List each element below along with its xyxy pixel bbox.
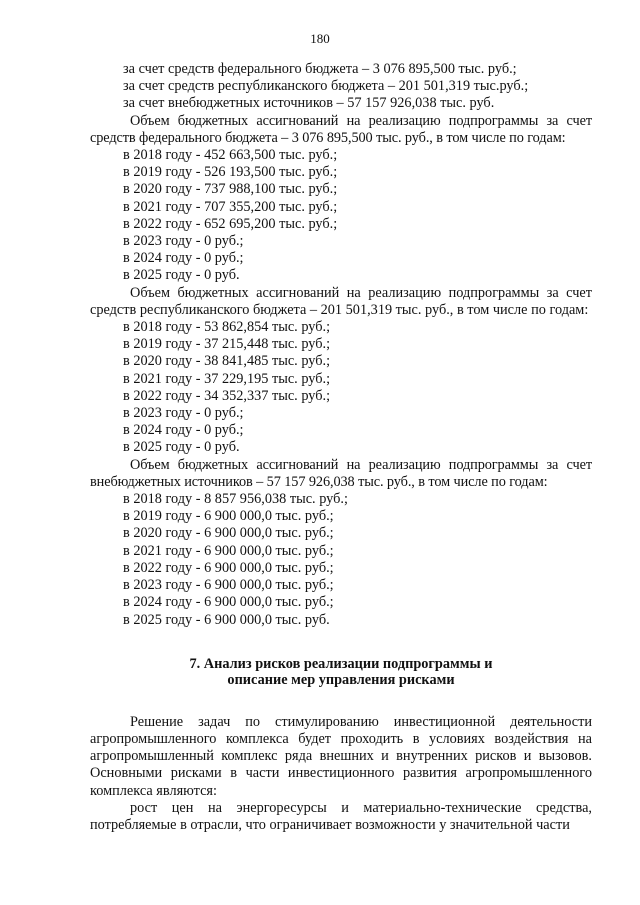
page-number: 180	[310, 31, 330, 46]
risk-paragraph-1: Решение задач по стимулированию инвестиционной деятельности агропромышленного комплекса будет проходить в условиях воздействия на агропромышленный комплекс ряда внешних и внутренних рисков и вызовов. Основными рисками в части инвестиционного развития агропромышленного комплекса являются:	[90, 713, 592, 799]
risk-paragraph-2: рост цен на энергоресурсы и материально-технические средства, потребляемые в отрасли, что ограничивает возможности у значительной части	[90, 799, 592, 833]
intro-line-republican: за счет средств республиканского бюджета – 201 501,319 тыс.руб.;	[123, 78, 529, 95]
extrabudgetary-year-2024: в 2024 году - 6 900 000,0 тыс. руб.;	[123, 594, 334, 611]
republican-year-2025: в 2025 году - 0 руб.	[123, 439, 240, 456]
extrabudgetary-year-2025: в 2025 году - 6 900 000,0 тыс. руб.	[123, 611, 330, 628]
intro-line-extrabudgetary: за счет внебюджетных источников – 57 157 926,038 тыс. руб.	[123, 95, 495, 112]
federal-year-2018: в 2018 году - 452 663,500 тыс. руб.;	[123, 147, 338, 164]
section-heading	[90, 656, 592, 688]
intro-list	[90, 61, 592, 113]
extrabudgetary-years-list	[90, 491, 592, 629]
federal-paragraph: Объем бюджетных ассигнований на реализацию подпрограммы за счет средств федерального бюджета – 3 076 895,500 тыс. руб., в том числе по годам:	[90, 112, 592, 146]
section-heading-line-1: 7. Анализ рисков реализации подпрограммы и	[189, 655, 493, 672]
republican-year-2024: в 2024 году - 0 руб.;	[123, 422, 244, 439]
federal-year-2019: в 2019 году - 526 193,500 тыс. руб.;	[123, 164, 338, 181]
federal-year-2022: в 2022 году - 652 695,200 тыс. руб.;	[123, 215, 338, 232]
extrabudgetary-year-2020: в 2020 году - 6 900 000,0 тыс. руб.;	[123, 525, 334, 542]
federal-year-2023: в 2023 году - 0 руб.;	[123, 233, 244, 250]
republican-year-2021: в 2021 году - 37 229,195 тыс. руб.;	[123, 370, 331, 387]
republican-year-2022: в 2022 году - 34 352,337 тыс. руб.;	[123, 387, 331, 404]
extrabudgetary-year-2021: в 2021 году - 6 900 000,0 тыс. руб.;	[123, 542, 334, 559]
document-body	[90, 61, 592, 834]
republican-year-2023: в 2023 году - 0 руб.;	[123, 405, 244, 422]
republican-years-list	[90, 319, 592, 457]
section-heading-line-2: описание мер управления рисками	[227, 671, 455, 688]
extrabudgetary-year-2019: в 2019 году - 6 900 000,0 тыс. руб.;	[123, 508, 334, 525]
federal-years-list	[90, 147, 592, 285]
federal-year-2024: в 2024 году - 0 руб.;	[123, 250, 244, 267]
federal-year-2020: в 2020 году - 737 988,100 тыс. руб.;	[123, 181, 338, 198]
federal-year-2021: в 2021 году - 707 355,200 тыс. руб.;	[123, 198, 338, 215]
republican-paragraph: Объем бюджетных ассигнований на реализацию подпрограммы за счет средств республиканского бюджета – 201 501,319 тыс. руб., в том числе по годам:	[90, 284, 592, 318]
republican-year-2019: в 2019 году - 37 215,448 тыс. руб.;	[123, 336, 331, 353]
extrabudgetary-year-2022: в 2022 году - 6 900 000,0 тыс. руб.;	[123, 559, 334, 576]
extrabudgetary-year-2023: в 2023 году - 6 900 000,0 тыс. руб.;	[123, 577, 334, 594]
extrabudgetary-year-2018: в 2018 году - 8 857 956,038 тыс. руб.;	[123, 491, 348, 508]
republican-year-2018: в 2018 году - 53 862,854 тыс. руб.;	[123, 319, 331, 336]
extrabudgetary-paragraph: Объем бюджетных ассигнований на реализацию подпрограммы за счет внебюджетных источников – 57 157 926,038 тыс. руб., в том числе по годам:	[90, 456, 592, 490]
republican-year-2020: в 2020 году - 38 841,485 тыс. руб.;	[123, 353, 331, 370]
federal-year-2025: в 2025 году - 0 руб.	[123, 267, 240, 284]
intro-line-federal: за счет средств федерального бюджета – 3 076 895,500 тыс. руб.;	[123, 61, 517, 77]
